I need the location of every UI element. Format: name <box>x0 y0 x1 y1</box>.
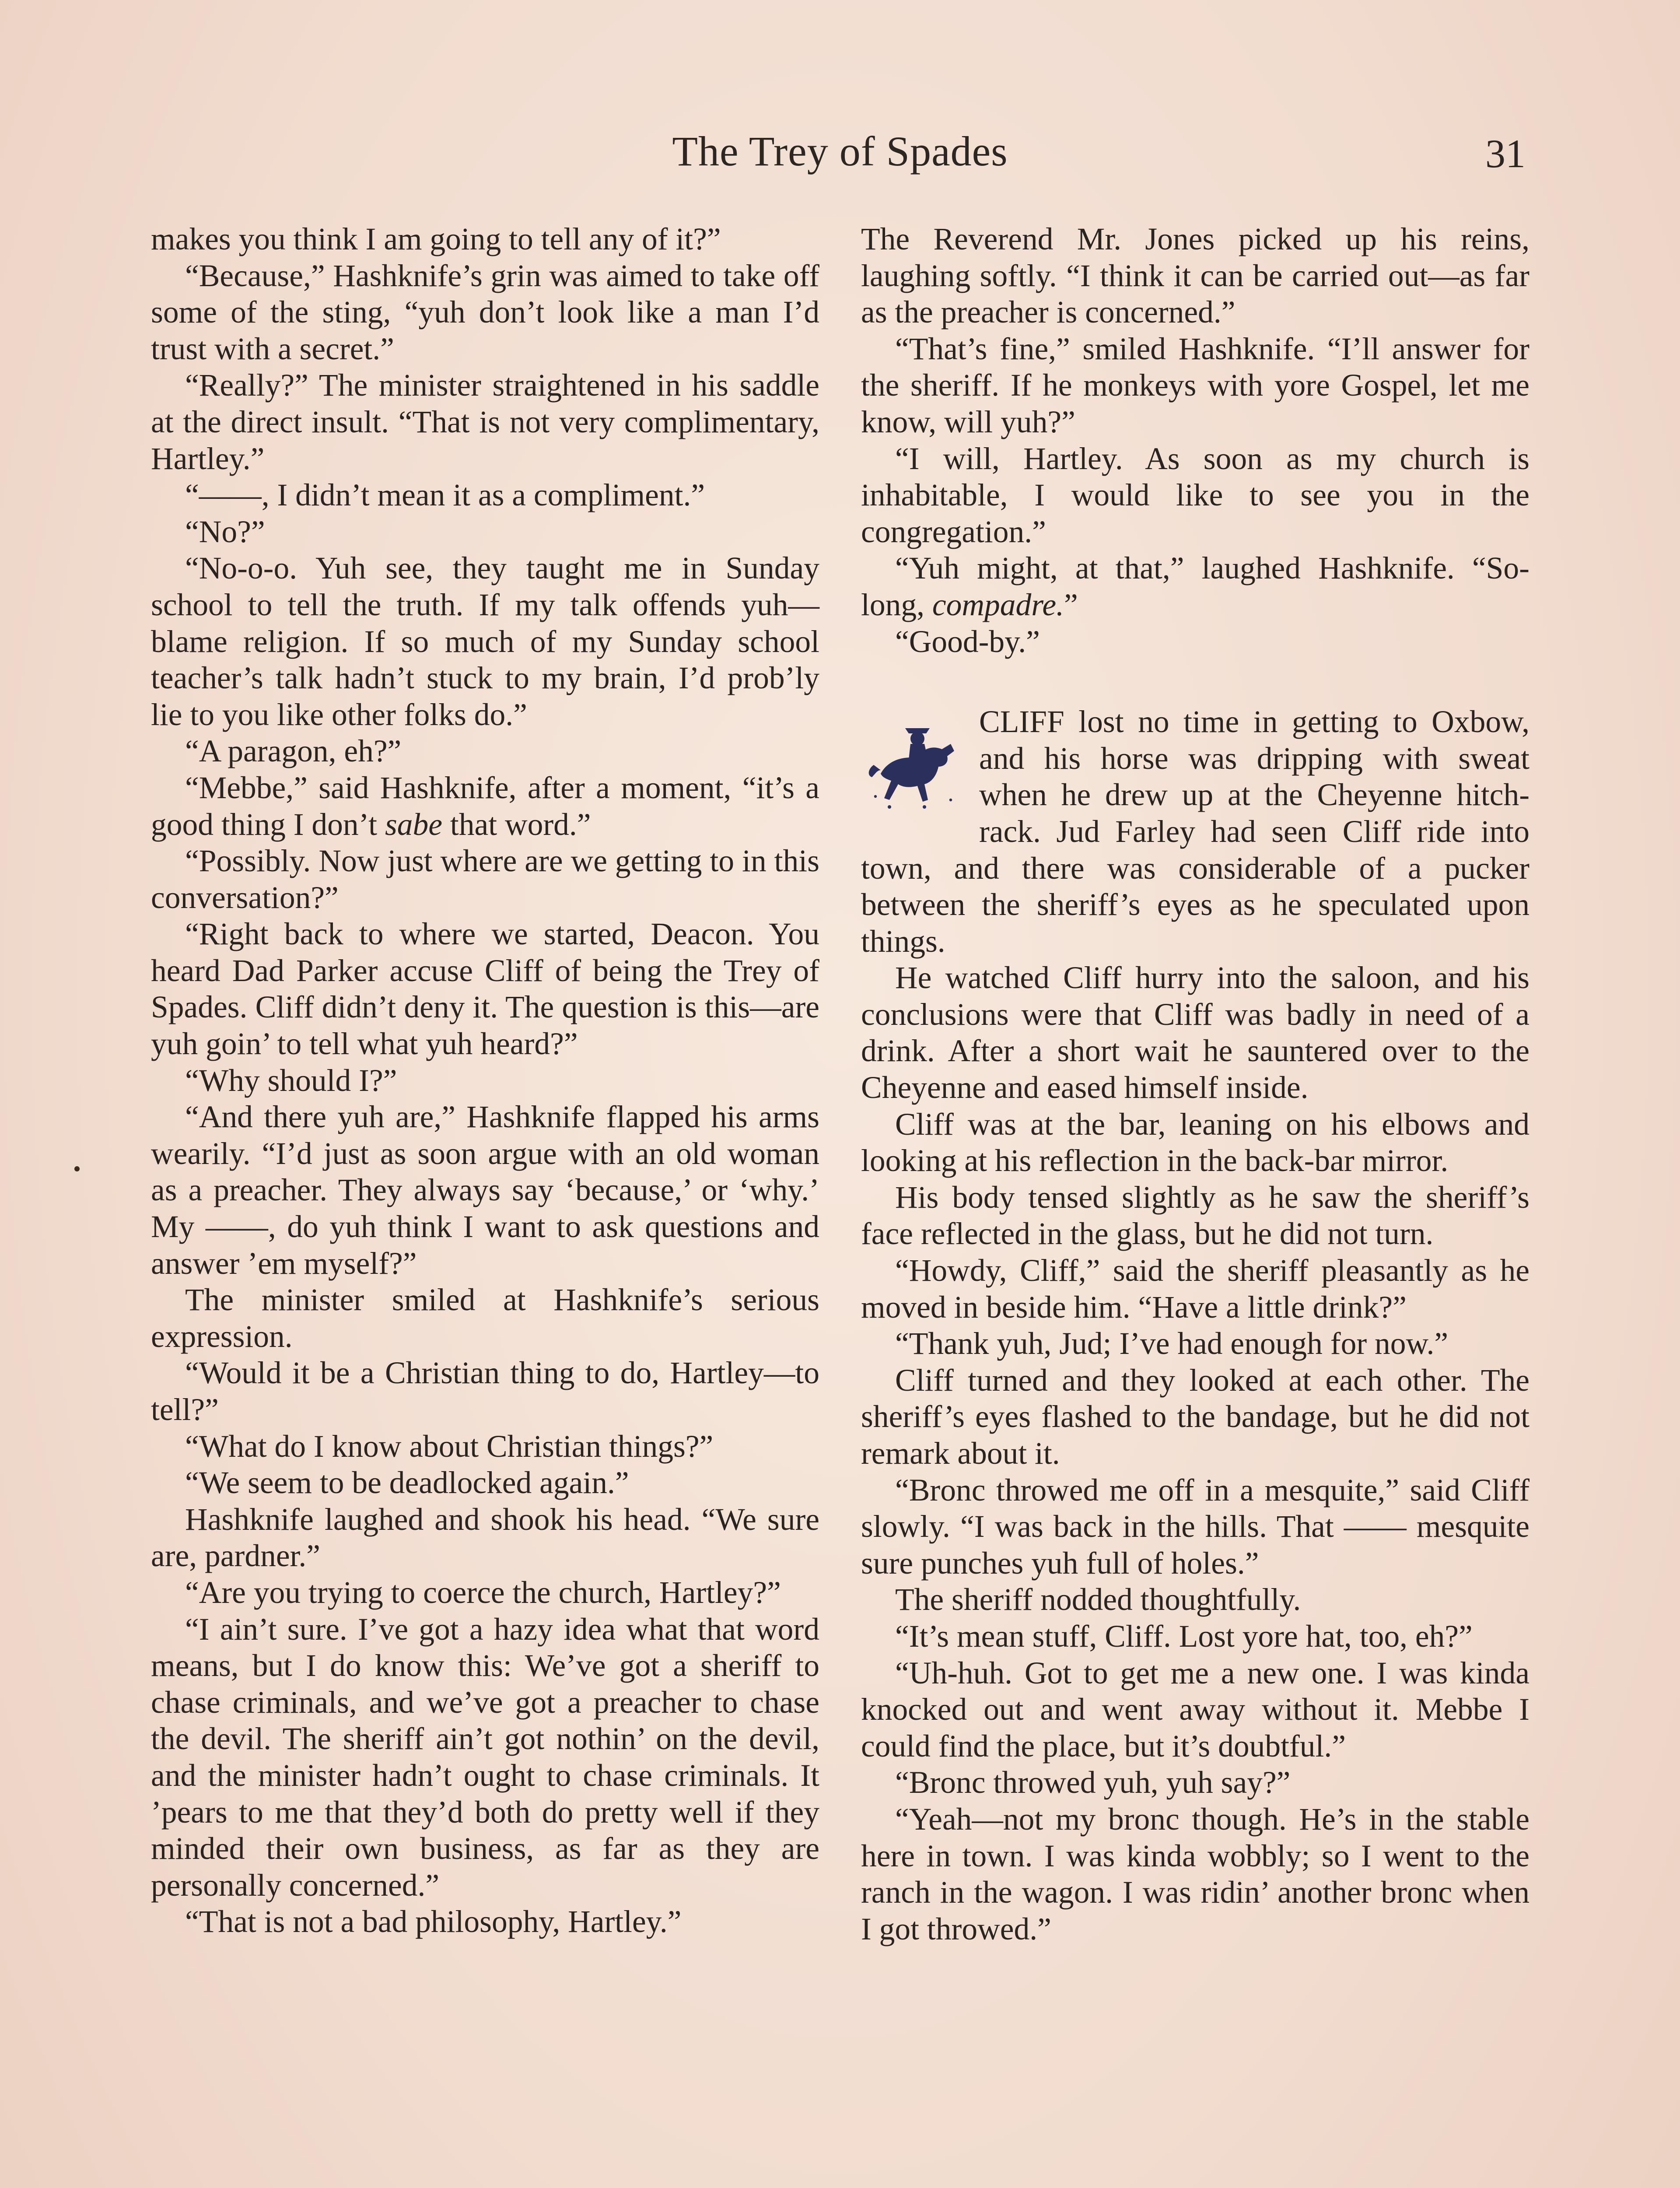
paragraph: “Yeah—not my bronc though. He’s in the stable here in town. I was kinda wobbly; so I went to the ranch in the wagon. I was ridin’ another bronc when I got throwed.” <box>861 1802 1530 1946</box>
paragraph: Cliff turned and they looked at each other. The sheriff’s eyes flashed to the bandage, but he did not remark about it. <box>861 1363 1530 1471</box>
paragraph: “What do I know about Christian things?” <box>185 1429 714 1464</box>
paragraph: His body tensed slightly as he saw the sheriff’s face reflected in the glass, but he did not turn. <box>861 1180 1530 1252</box>
paragraph: “I will, Hartley. As soon as my church is inhabitable, I would like to see you in the congregation.” <box>861 441 1530 549</box>
paragraph: The minister smiled at Hashknife’s serious expression. <box>151 1283 819 1354</box>
paragraph: “Bronc throwed me off in a mesquite,” said Cliff slowly. “I was back in the hills. That —— mesquite sure punches yuh full of holes.” <box>861 1473 1530 1581</box>
horse-rider-vignette-icon <box>863 712 968 817</box>
paragraph: “I ain’t sure. I’ve got a hazy idea what that word means, but I do know this: We’ve got a sheriff to chase criminals, and we’ve got a preacher to chase the devil. The sheriff ain’t got nothin’ on the devil, and the minister hadn’t ought to chase criminals. It ’pears to me that they’d both do pretty well if they minded their own business, as far as they are personally concerned.” <box>151 1612 819 1903</box>
print-speck <box>74 1166 80 1171</box>
page-number: 31 <box>1485 131 1526 176</box>
paragraph: “No-o-o. Yuh see, they taught me in Sunday school to tell the truth. If my talk offends yuh—blame religion. If so much of my Sunday school teacher’s talk hadn’t stuck to my brain, I’d prob’ly lie to you like other folks do.” <box>151 551 819 732</box>
paragraph: “Because,” Hashknife’s grin was aimed to take off some of the sting, “yuh don’t look like a man I’d trust with a secret.” <box>151 258 819 366</box>
paragraph: “Bronc throwed yuh, yuh say?” <box>895 1765 1291 1800</box>
paragraph: Hashknife laughed and shook his head. “We sure are, pardner.” <box>151 1502 819 1574</box>
paragraph: “Mebbe,” said Hashknife, after a moment, “it’s a good thing I don’t sabe that word.” <box>151 770 819 842</box>
running-title: The Trey of Spades <box>672 128 1008 175</box>
paragraph: “Would it be a Christian thing to do, Hartley—to tell?” <box>151 1356 819 1427</box>
paragraph: “Uh-huh. Got to get me a new one. I was kinda knocked out and went away without it. Mebbe I could find the place, but it’s doubtful.” <box>861 1655 1530 1764</box>
paragraph: “Why should I?” <box>185 1063 397 1098</box>
vignette <box>861 710 970 820</box>
page-header <box>0 127 1680 184</box>
paragraph: Cliff was at the bar, leaning on his elbows and looking at his reflection in the back-bar mirror. <box>861 1107 1530 1178</box>
paragraph: “We seem to be deadlocked again.” <box>185 1466 629 1501</box>
paragraph: “Possibly. Now just where are we getting to in this conversation?” <box>151 844 819 915</box>
paragraph: “No?” <box>185 514 265 549</box>
paragraph: He watched Cliff hurry into the saloon, and his conclusions were that Cliff was badly in need of a drink. After a short wait he sauntered over to the Cheyenne and eased himself inside. <box>861 961 1530 1105</box>
paragraph: “——, I didn’t mean it as a compliment.” <box>185 478 705 513</box>
right-column <box>861 221 1530 1947</box>
paragraph: “Yuh might, at that,” laughed Hashknife. “So-long, compadre.” <box>861 551 1530 622</box>
paragraph: “That’s fine,” smiled Hashknife. “I’ll answer for the sheriff. If he monkeys with yore Gospel, let me know, will yuh?” <box>861 331 1530 439</box>
paragraph: The Reverend Mr. Jones picked up his reins, laughing softly. “I think it can be carried out—as far as the preacher is concerned.” <box>861 222 1530 330</box>
paragraph: “And there yuh are,” Hashknife flapped his arms wearily. “I’d just as soon argue with an old woman as a preacher. They always say ‘because,’ or ‘why.’ My ——, do yuh think I want to ask questions and answer ’em myself?” <box>151 1100 819 1281</box>
paragraph: “Howdy, Cliff,” said the sheriff pleasantly as he moved in beside him. “Have a little drink?” <box>861 1253 1530 1325</box>
paragraph: “That is not a bad philosophy, Hartley.” <box>185 1904 682 1939</box>
paragraph: makes you think I am going to tell any of it?” <box>151 222 721 256</box>
section-opening-paragraph: CLIFF lost no time in getting to Oxbow, and his horse was dripping with sweat when he drew up at the Cheyenne hitch-rack. Jud Farley had seen Cliff ride into town, and there was considerable of a pucker between the sheriff’s eyes as he speculated upon things. <box>861 705 1530 959</box>
left-column <box>151 221 819 1940</box>
paragraph: The sheriff nodded thoughtfully. <box>895 1582 1301 1617</box>
paragraph: “Really?” The minister straightened in his saddle at the direct insult. “That is not very complimentary, Hartley.” <box>151 368 819 476</box>
paragraph: “Good-by.” <box>895 624 1040 659</box>
paragraph: “Are you trying to coerce the church, Hartley?” <box>185 1575 781 1610</box>
paragraph: “Right back to where we started, Deacon. You heard Dad Parker accuse Cliff of being the Trey of Spades. Cliff didn’t deny it. The question is this—are yuh goin’ to tell what yuh heard?” <box>151 917 819 1062</box>
paragraph: “Thank yuh, Jud; I’ve had enough for now.” <box>895 1326 1449 1361</box>
paragraph: “A paragon, eh?” <box>185 734 402 769</box>
paragraph: “It’s mean stuff, Cliff. Lost yore hat, too, eh?” <box>895 1619 1473 1654</box>
section-break <box>861 660 1530 704</box>
